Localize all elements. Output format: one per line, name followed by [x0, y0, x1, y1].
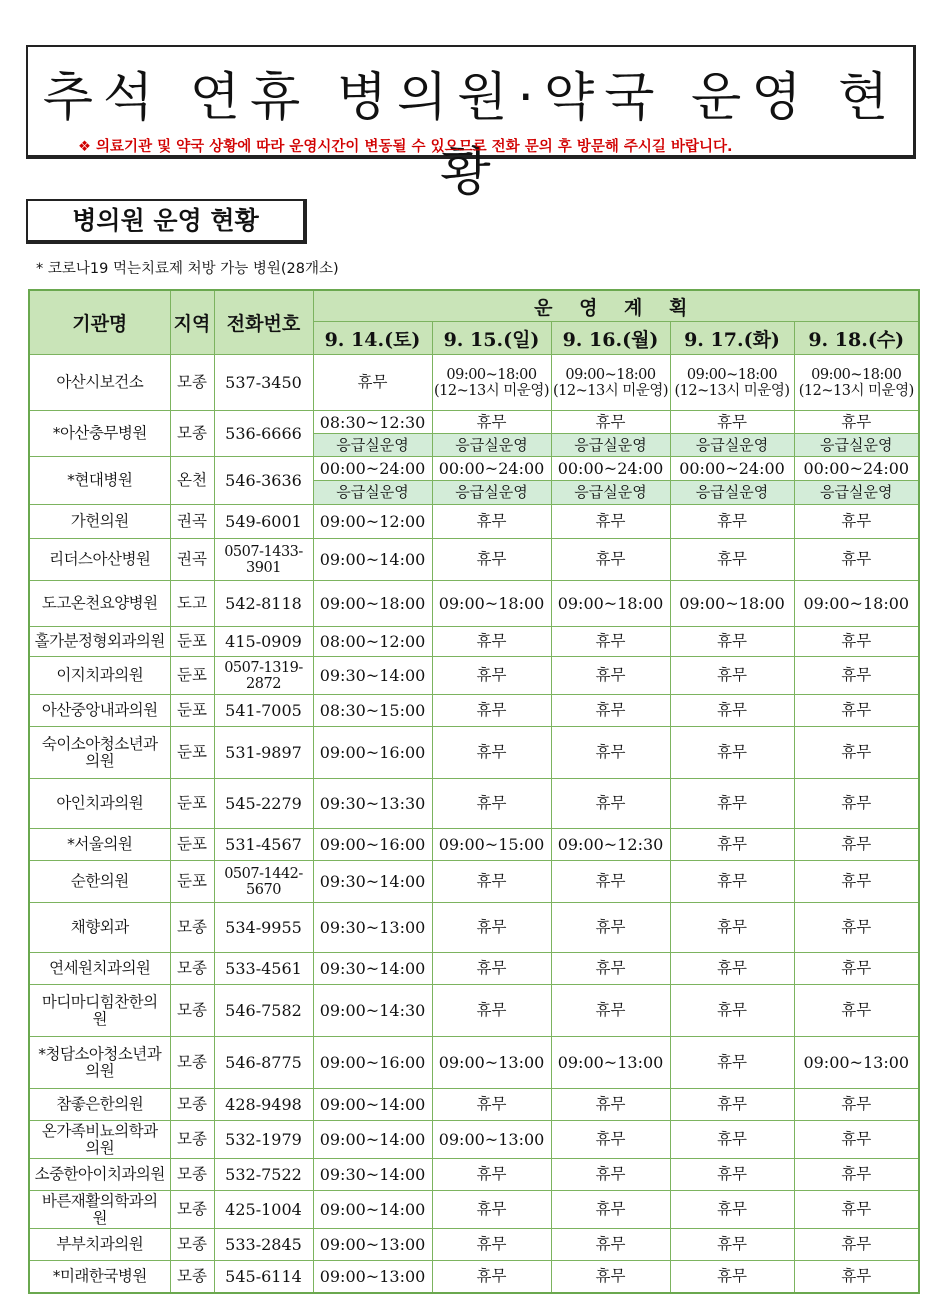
- hours-cell: 휴무: [551, 505, 670, 539]
- institution-name: 숙이소아청소년과 의원: [29, 727, 170, 779]
- header-day: 9. 16.(월): [551, 322, 670, 355]
- phone-cell: 546-8775: [214, 1037, 313, 1089]
- table-row: [29, 505, 919, 539]
- region-cell: 둔포: [170, 627, 214, 657]
- hours-cell: 09:30~13:00: [313, 903, 432, 953]
- institution-name: 아인치과의원: [29, 779, 170, 829]
- region-cell: 둔포: [170, 695, 214, 727]
- emergency-cell: 응급실운영: [670, 481, 794, 505]
- table-row: [29, 1229, 919, 1261]
- hours-cell: 휴무: [432, 627, 551, 657]
- hours-cell: 휴무: [432, 1261, 551, 1293]
- phone-cell: 415-0909: [214, 627, 313, 657]
- hours-cell: 휴무: [670, 829, 794, 861]
- region-cell: 모종: [170, 1229, 214, 1261]
- region-cell: 둔포: [170, 779, 214, 829]
- hours-cell: 09:30~14:00: [313, 657, 432, 695]
- hours-cell: 08:30~12:30: [313, 411, 432, 434]
- region-cell: 권곡: [170, 505, 214, 539]
- institution-name: 연세원치과의원: [29, 953, 170, 985]
- table-row: [29, 829, 919, 861]
- emergency-cell: 응급실운영: [432, 481, 551, 505]
- hours-cell: 휴무: [670, 1159, 794, 1191]
- hours-cell: 00:00~24:00: [794, 457, 919, 481]
- hours-cell: 09:00~13:00: [432, 1121, 551, 1159]
- hours-cell: 휴무: [670, 1261, 794, 1293]
- hours-cell: 휴무: [794, 1121, 919, 1159]
- hours-cell: 휴무: [670, 657, 794, 695]
- institution-name: 온가족비뇨의학과 의원: [29, 1121, 170, 1159]
- title-box: [26, 45, 916, 203]
- hours-cell: 09:30~13:30: [313, 779, 432, 829]
- institution-name: *청담소아청소년과 의원: [29, 1037, 170, 1089]
- hours-cell: 휴무: [670, 1089, 794, 1121]
- hours-cell: 휴무: [670, 1229, 794, 1261]
- phone-cell: 428-9498: [214, 1089, 313, 1121]
- institution-name: *서울의원: [29, 829, 170, 861]
- hours-cell: 휴무: [794, 953, 919, 985]
- institution-name: 아산시보건소: [29, 355, 170, 411]
- hospital-schedule-table: [28, 289, 920, 1294]
- table-row: [29, 727, 919, 779]
- hours-cell: 09:00~15:00: [432, 829, 551, 861]
- hours-cell: 09:00~13:00: [432, 1037, 551, 1089]
- institution-name: 순한의원: [29, 861, 170, 903]
- hours-cell: 09:00~14:00: [313, 1121, 432, 1159]
- emergency-cell: 응급실운영: [432, 434, 551, 457]
- hours-cell: 09:00~18:00: [432, 581, 551, 627]
- hours-cell: 00:00~24:00: [313, 457, 432, 481]
- table-row: [29, 985, 919, 1037]
- hours-cell: 09:00~13:00: [313, 1261, 432, 1293]
- hours-cell: 휴무: [670, 985, 794, 1037]
- hours-cell: 휴무: [794, 861, 919, 903]
- hours-cell: 휴무: [551, 695, 670, 727]
- region-cell: 둔포: [170, 861, 214, 903]
- hours-cell: 휴무: [432, 1191, 551, 1229]
- hours-cell: 휴무: [432, 727, 551, 779]
- institution-name: 리더스아산병원: [29, 539, 170, 581]
- sub-note: * 코로나19 먹는치료제 처방 가능 병원(28개소): [36, 261, 339, 277]
- table-row: [29, 861, 919, 903]
- hours-cell: 휴무: [432, 985, 551, 1037]
- hours-cell: 09:00~18:00: [794, 581, 919, 627]
- hours-cell: 휴무: [670, 1037, 794, 1089]
- emergency-cell: 응급실운영: [794, 481, 919, 505]
- hours-cell: 휴무: [794, 779, 919, 829]
- emergency-cell: 응급실운영: [313, 434, 432, 457]
- region-cell: 모종: [170, 1159, 214, 1191]
- region-cell: 모종: [170, 903, 214, 953]
- hours-cell: 09:00~14:00: [313, 539, 432, 581]
- hours-cell: 00:00~24:00: [551, 457, 670, 481]
- hours-cell: 휴무: [551, 727, 670, 779]
- institution-name: *미래한국병원: [29, 1261, 170, 1293]
- header-phone: 전화번호: [214, 290, 313, 355]
- hours-cell: 09:30~14:00: [313, 861, 432, 903]
- phone-cell: 545-6114: [214, 1261, 313, 1293]
- institution-name: 아산중앙내과의원: [29, 695, 170, 727]
- hours-cell: 09:00~18:00 (12~13시 미운영): [551, 355, 670, 411]
- hours-cell: 휴무: [670, 779, 794, 829]
- institution-name: *현대병원: [29, 457, 170, 505]
- phone-cell: 537-3450: [214, 355, 313, 411]
- region-cell: 온천: [170, 457, 214, 505]
- hours-cell: 휴무: [551, 657, 670, 695]
- hours-cell: 09:00~18:00: [670, 581, 794, 627]
- phone-cell: 534-9955: [214, 903, 313, 953]
- phone-cell: 549-6001: [214, 505, 313, 539]
- institution-name: 부부치과의원: [29, 1229, 170, 1261]
- hours-cell: 휴무: [432, 1089, 551, 1121]
- header-plan: 운 영 계 획: [313, 290, 919, 322]
- emergency-cell: 응급실운영: [794, 434, 919, 457]
- institution-name: 참좋은한의원: [29, 1089, 170, 1121]
- hours-cell: 휴무: [670, 903, 794, 953]
- notice-text: ❖ 의료기관 및 약국 상황에 따라 운영시간이 변동될 수 있으므로 전화 문의 후 방문해 주시길 바랍니다.: [78, 139, 733, 155]
- hours-cell: 휴무: [551, 1261, 670, 1293]
- hours-cell: 09:00~14:00: [313, 1089, 432, 1121]
- hours-cell: 휴무: [794, 411, 919, 434]
- hours-cell: 휴무: [670, 1191, 794, 1229]
- hours-cell: 휴무: [432, 505, 551, 539]
- header-name: 기관명: [29, 290, 170, 355]
- hours-cell: 휴무: [432, 1229, 551, 1261]
- hours-cell: 09:00~12:00: [313, 505, 432, 539]
- hours-cell: 휴무: [432, 657, 551, 695]
- phone-cell: 546-7582: [214, 985, 313, 1037]
- hours-cell: 휴무: [670, 627, 794, 657]
- header-region: 지역: [170, 290, 214, 355]
- hours-cell: 09:00~14:30: [313, 985, 432, 1037]
- hours-cell: 휴무: [432, 903, 551, 953]
- emergency-cell: 응급실운영: [313, 481, 432, 505]
- hours-cell: 09:00~14:00: [313, 1191, 432, 1229]
- hours-cell: 휴무: [794, 1191, 919, 1229]
- hours-cell: 휴무: [794, 829, 919, 861]
- hours-cell: 휴무: [670, 539, 794, 581]
- table-row: [29, 953, 919, 985]
- region-cell: 모종: [170, 1121, 214, 1159]
- hours-cell: 휴무: [432, 539, 551, 581]
- hours-cell: 09:00~18:00 (12~13시 미운영): [670, 355, 794, 411]
- hours-cell: 휴무: [670, 953, 794, 985]
- hours-cell: 휴무: [313, 355, 432, 411]
- hours-cell: 휴무: [551, 1089, 670, 1121]
- phone-cell: 0507-1319- 2872: [214, 657, 313, 695]
- table-row: [29, 581, 919, 627]
- hours-cell: 휴무: [794, 1229, 919, 1261]
- table-row: [29, 1191, 919, 1229]
- hours-cell: 휴무: [551, 903, 670, 953]
- table-body: [29, 355, 919, 1293]
- table-row: [29, 627, 919, 657]
- institution-name: 소중한아이치과의원: [29, 1159, 170, 1191]
- header-day: 9. 15.(일): [432, 322, 551, 355]
- hours-cell: 휴무: [432, 1159, 551, 1191]
- hours-cell: 09:00~18:00: [551, 581, 670, 627]
- table-row: [29, 1089, 919, 1121]
- emergency-cell: 응급실운영: [551, 434, 670, 457]
- table-row: [29, 779, 919, 829]
- hours-cell: 휴무: [551, 1121, 670, 1159]
- hours-cell: 휴무: [432, 779, 551, 829]
- hours-cell: 휴무: [432, 953, 551, 985]
- institution-name: 채향외과: [29, 903, 170, 953]
- hours-cell: 휴무: [794, 539, 919, 581]
- hours-cell: 휴무: [794, 505, 919, 539]
- hours-cell: 휴무: [432, 861, 551, 903]
- hours-cell: 09:00~12:30: [551, 829, 670, 861]
- hours-cell: 휴무: [670, 727, 794, 779]
- hours-cell: 09:00~16:00: [313, 829, 432, 861]
- hours-cell: 휴무: [794, 1159, 919, 1191]
- institution-name: 가헌의원: [29, 505, 170, 539]
- hours-cell: 09:00~18:00 (12~13시 미운영): [432, 355, 551, 411]
- hours-cell: 휴무: [551, 1159, 670, 1191]
- hours-cell: 09:00~13:00: [551, 1037, 670, 1089]
- phone-cell: 0507-1433- 3901: [214, 539, 313, 581]
- hours-cell: 09:30~14:00: [313, 1159, 432, 1191]
- institution-name: 홀가분정형외과의원: [29, 627, 170, 657]
- hours-cell: 휴무: [794, 627, 919, 657]
- table-row: [29, 539, 919, 581]
- region-cell: 둔포: [170, 657, 214, 695]
- hours-cell: 09:00~13:00: [794, 1037, 919, 1089]
- page-title: 추석 연휴 병의원·약국 운영 현황: [42, 68, 899, 203]
- hours-cell: 휴무: [794, 727, 919, 779]
- table-row: [29, 1121, 919, 1159]
- header-day: 9. 18.(수): [794, 322, 919, 355]
- section-title: 병의원 운영 현황: [26, 199, 307, 244]
- phone-cell: 532-1979: [214, 1121, 313, 1159]
- hours-cell: 휴무: [794, 903, 919, 953]
- phone-cell: 533-2845: [214, 1229, 313, 1261]
- phone-cell: 0507-1442- 5670: [214, 861, 313, 903]
- phone-cell: 532-7522: [214, 1159, 313, 1191]
- phone-cell: 531-9897: [214, 727, 313, 779]
- hours-cell: 휴무: [794, 695, 919, 727]
- emergency-cell: 응급실운영: [670, 434, 794, 457]
- table-row: [29, 695, 919, 727]
- table-row: [29, 355, 919, 411]
- region-cell: 둔포: [170, 727, 214, 779]
- hours-cell: 휴무: [551, 627, 670, 657]
- phone-cell: 542-8118: [214, 581, 313, 627]
- region-cell: 모종: [170, 953, 214, 985]
- table-row: [29, 903, 919, 953]
- table-row: [29, 1261, 919, 1293]
- hours-cell: 09:00~18:00: [313, 581, 432, 627]
- hours-cell: 휴무: [670, 861, 794, 903]
- region-cell: 모종: [170, 1261, 214, 1293]
- hours-cell: 휴무: [551, 985, 670, 1037]
- hours-cell: 09:00~16:00: [313, 727, 432, 779]
- hours-cell: 휴무: [551, 411, 670, 434]
- header-day: 9. 14.(토): [313, 322, 432, 355]
- phone-cell: 425-1004: [214, 1191, 313, 1229]
- hours-cell: 08:00~12:00: [313, 627, 432, 657]
- institution-name: 바른재활의학과의 원: [29, 1191, 170, 1229]
- table-row: [29, 457, 919, 481]
- region-cell: 둔포: [170, 829, 214, 861]
- hours-cell: 휴무: [551, 861, 670, 903]
- table-row: [29, 1159, 919, 1191]
- region-cell: 모종: [170, 355, 214, 411]
- phone-cell: 545-2279: [214, 779, 313, 829]
- hours-cell: 09:00~13:00: [313, 1229, 432, 1261]
- hours-cell: 휴무: [670, 505, 794, 539]
- hours-cell: 휴무: [551, 779, 670, 829]
- hours-cell: 00:00~24:00: [432, 457, 551, 481]
- emergency-cell: 응급실운영: [551, 481, 670, 505]
- phone-cell: 531-4567: [214, 829, 313, 861]
- hours-cell: 09:30~14:00: [313, 953, 432, 985]
- phone-cell: 533-4561: [214, 953, 313, 985]
- hours-cell: 휴무: [551, 1191, 670, 1229]
- table-row: [29, 1037, 919, 1089]
- hours-cell: 휴무: [432, 411, 551, 434]
- region-cell: 모종: [170, 1037, 214, 1089]
- region-cell: 도고: [170, 581, 214, 627]
- region-cell: 모종: [170, 1089, 214, 1121]
- header-day: 9. 17.(화): [670, 322, 794, 355]
- hours-cell: 00:00~24:00: [670, 457, 794, 481]
- hours-cell: 휴무: [670, 1121, 794, 1159]
- hours-cell: 휴무: [551, 1229, 670, 1261]
- table-row: [29, 411, 919, 434]
- institution-name: 이지치과의원: [29, 657, 170, 695]
- phone-cell: 541-7005: [214, 695, 313, 727]
- institution-name: 마디마디힘찬한의 원: [29, 985, 170, 1037]
- region-cell: 모종: [170, 985, 214, 1037]
- hours-cell: 08:30~15:00: [313, 695, 432, 727]
- table-row: [29, 657, 919, 695]
- hours-cell: 휴무: [794, 1261, 919, 1293]
- institution-name: 도고온천요양병원: [29, 581, 170, 627]
- region-cell: 모종: [170, 1191, 214, 1229]
- phone-cell: 536-6666: [214, 411, 313, 457]
- hours-cell: 휴무: [794, 657, 919, 695]
- hours-cell: 휴무: [670, 695, 794, 727]
- hours-cell: 휴무: [670, 411, 794, 434]
- hours-cell: 휴무: [794, 1089, 919, 1121]
- hours-cell: 휴무: [794, 985, 919, 1037]
- hours-cell: 휴무: [432, 695, 551, 727]
- region-cell: 모종: [170, 411, 214, 457]
- hours-cell: 휴무: [551, 539, 670, 581]
- region-cell: 권곡: [170, 539, 214, 581]
- phone-cell: 546-3636: [214, 457, 313, 505]
- institution-name: *아산충무병원: [29, 411, 170, 457]
- hours-cell: 09:00~18:00 (12~13시 미운영): [794, 355, 919, 411]
- hours-cell: 09:00~16:00: [313, 1037, 432, 1089]
- hours-cell: 휴무: [551, 953, 670, 985]
